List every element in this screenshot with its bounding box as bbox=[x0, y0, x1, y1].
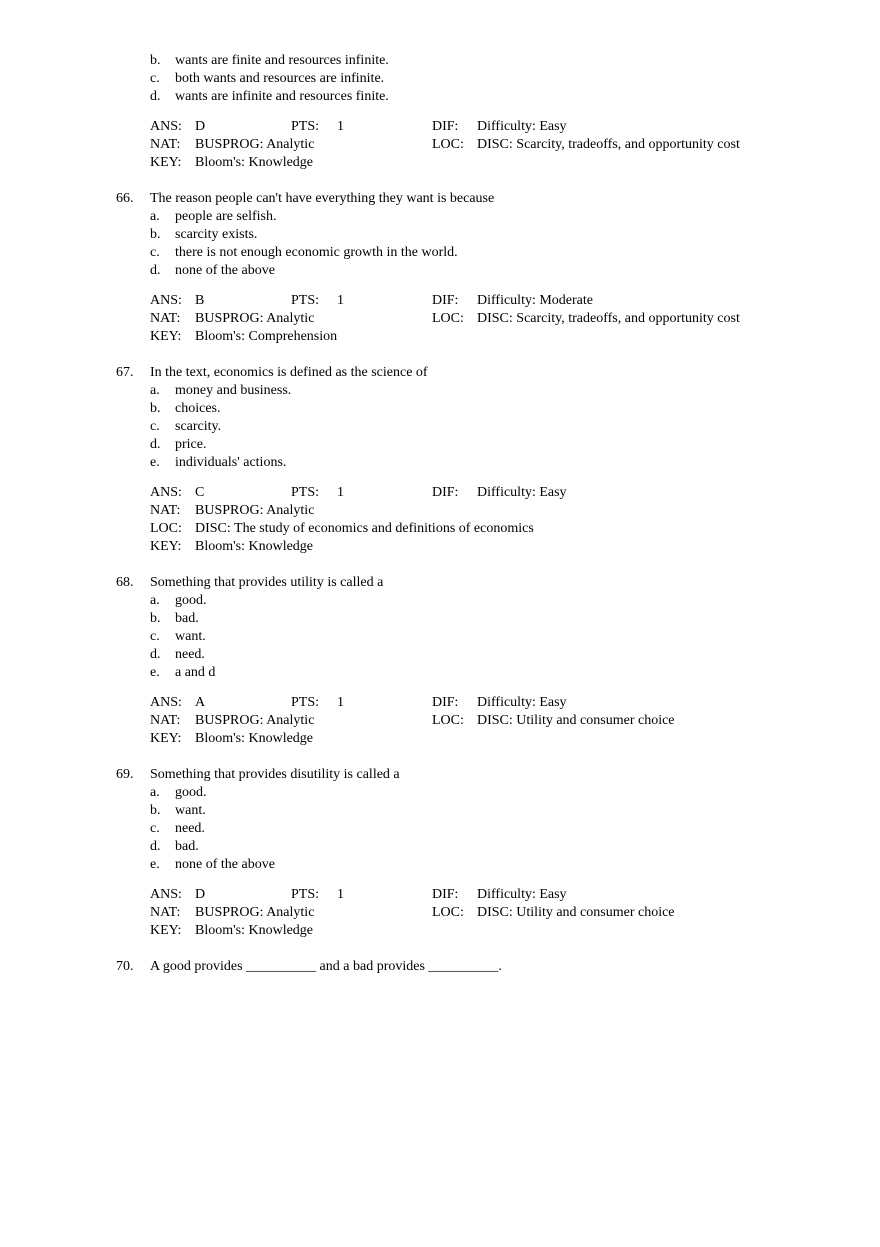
option-text: bad. bbox=[175, 839, 199, 854]
option-row bbox=[0, 610, 880, 628]
option-text: there is not enough economic growth in the world. bbox=[175, 245, 458, 260]
option-text: scarcity. bbox=[175, 419, 222, 434]
loc-value: DISC: Utility and consumer choice bbox=[477, 713, 675, 728]
nat-value: BUSPROG: Analytic bbox=[195, 137, 315, 152]
ans-value: B bbox=[195, 293, 205, 308]
dif-value: Difficulty: Easy bbox=[477, 887, 567, 902]
option-text: people are selfish. bbox=[175, 209, 277, 224]
option-letter: a. bbox=[150, 785, 160, 800]
option-text: price. bbox=[175, 437, 207, 452]
pts-label: PTS: bbox=[291, 119, 320, 134]
meta-row-nat bbox=[0, 310, 880, 328]
question-stem-row bbox=[0, 574, 880, 592]
pts-value: 1 bbox=[337, 887, 344, 902]
option-letter: d. bbox=[150, 89, 161, 104]
option-letter: b. bbox=[150, 53, 161, 68]
question-67 bbox=[0, 364, 880, 556]
pts-value: 1 bbox=[337, 119, 344, 134]
dif-value: Difficulty: Easy bbox=[477, 695, 567, 710]
option-letter: a. bbox=[150, 383, 160, 398]
ans-label: ANS: bbox=[150, 887, 182, 902]
nat-value: BUSPROG: Analytic bbox=[195, 311, 315, 326]
loc-label: LOC: bbox=[432, 713, 464, 728]
option-text: good. bbox=[175, 593, 207, 608]
option-text: want. bbox=[175, 803, 206, 818]
key-label: KEY: bbox=[150, 155, 182, 170]
ans-value: A bbox=[195, 695, 206, 710]
loc-label: LOC: bbox=[432, 905, 464, 920]
option-row bbox=[0, 664, 880, 682]
option-row bbox=[0, 436, 880, 454]
meta-row-key bbox=[0, 538, 880, 556]
option-text: need. bbox=[175, 821, 205, 836]
option-letter: a. bbox=[150, 593, 160, 608]
key-value: Bloom's: Knowledge bbox=[195, 923, 314, 938]
ans-value: D bbox=[195, 887, 206, 902]
option-letter: b. bbox=[150, 611, 161, 626]
ans-value: C bbox=[195, 485, 205, 500]
pts-value: 1 bbox=[337, 485, 344, 500]
option-row bbox=[0, 262, 880, 280]
loc-value: DISC: Scarcity, tradeoffs, and opportunity cost bbox=[477, 137, 740, 152]
dif-label: DIF: bbox=[432, 485, 459, 500]
option-row bbox=[0, 454, 880, 472]
nat-label: NAT: bbox=[150, 311, 181, 326]
dif-label: DIF: bbox=[432, 887, 459, 902]
question-69 bbox=[0, 766, 880, 940]
option-row bbox=[0, 88, 880, 106]
option-text: scarcity exists. bbox=[175, 227, 258, 242]
option-text: a and d bbox=[175, 665, 216, 680]
nat-label: NAT: bbox=[150, 905, 181, 920]
ans-label: ANS: bbox=[150, 293, 182, 308]
loc-label: LOC: bbox=[432, 311, 464, 326]
loc-label: LOC: bbox=[150, 521, 182, 536]
question-stem: Something that provides utility is called a bbox=[150, 575, 384, 590]
question-stem-row bbox=[0, 958, 880, 976]
loc-value: DISC: The study of economics and definitions of economics bbox=[195, 521, 534, 536]
dif-label: DIF: bbox=[432, 293, 459, 308]
option-row bbox=[0, 70, 880, 88]
option-letter: d. bbox=[150, 647, 161, 662]
option-text: none of the above bbox=[175, 263, 275, 278]
option-letter: c. bbox=[150, 245, 160, 260]
ans-label: ANS: bbox=[150, 485, 182, 500]
option-letter: e. bbox=[150, 665, 160, 680]
option-row bbox=[0, 592, 880, 610]
option-row bbox=[0, 400, 880, 418]
ans-label: ANS: bbox=[150, 119, 182, 134]
question-stem: A good provides __________ and a bad provides __________. bbox=[150, 959, 502, 974]
nat-label: NAT: bbox=[150, 503, 181, 518]
option-letter: a. bbox=[150, 209, 160, 224]
loc-label: LOC: bbox=[432, 137, 464, 152]
question-70 bbox=[0, 958, 880, 976]
nat-value: BUSPROG: Analytic bbox=[195, 905, 315, 920]
option-row bbox=[0, 382, 880, 400]
option-letter: e. bbox=[150, 857, 160, 872]
loc-value: DISC: Scarcity, tradeoffs, and opportunity cost bbox=[477, 311, 740, 326]
option-row bbox=[0, 838, 880, 856]
question-number: 70. bbox=[116, 959, 134, 974]
option-text: none of the above bbox=[175, 857, 275, 872]
pts-label: PTS: bbox=[291, 293, 320, 308]
question-stem-row bbox=[0, 766, 880, 784]
option-row bbox=[0, 784, 880, 802]
option-row bbox=[0, 856, 880, 874]
question-number: 67. bbox=[116, 365, 134, 380]
meta-row-key bbox=[0, 154, 880, 172]
option-row bbox=[0, 820, 880, 838]
option-row bbox=[0, 208, 880, 226]
option-text: good. bbox=[175, 785, 207, 800]
meta-row-answer bbox=[0, 118, 880, 136]
meta-row-loc bbox=[0, 520, 880, 538]
pts-value: 1 bbox=[337, 695, 344, 710]
dif-label: DIF: bbox=[432, 119, 459, 134]
option-text: need. bbox=[175, 647, 205, 662]
key-value: Bloom's: Knowledge bbox=[195, 155, 314, 170]
nat-value: BUSPROG: Analytic bbox=[195, 503, 315, 518]
key-value: Bloom's: Knowledge bbox=[195, 539, 314, 554]
question-stem: Something that provides disutility is called a bbox=[150, 767, 400, 782]
option-text: wants are finite and resources infinite. bbox=[175, 53, 389, 68]
meta-row-key bbox=[0, 328, 880, 346]
option-text: bad. bbox=[175, 611, 199, 626]
option-text: both wants and resources are infinite. bbox=[175, 71, 385, 86]
option-letter: d. bbox=[150, 437, 161, 452]
pts-label: PTS: bbox=[291, 887, 320, 902]
option-row bbox=[0, 418, 880, 436]
option-letter: b. bbox=[150, 227, 161, 242]
option-letter: e. bbox=[150, 455, 160, 470]
question-stem: In the text, economics is defined as the science of bbox=[150, 365, 428, 380]
question-number: 66. bbox=[116, 191, 134, 206]
test-bank-page bbox=[0, 52, 880, 976]
question-65-fragment bbox=[0, 52, 880, 172]
dif-value: Difficulty: Easy bbox=[477, 485, 567, 500]
meta-row-nat bbox=[0, 136, 880, 154]
meta-row-key bbox=[0, 730, 880, 748]
option-text: money and business. bbox=[175, 383, 292, 398]
meta-row-answer bbox=[0, 484, 880, 502]
dif-value: Difficulty: Moderate bbox=[477, 293, 593, 308]
key-label: KEY: bbox=[150, 329, 182, 344]
meta-row-answer bbox=[0, 694, 880, 712]
nat-value: BUSPROG: Analytic bbox=[195, 713, 315, 728]
question-number: 69. bbox=[116, 767, 134, 782]
meta-row-key bbox=[0, 922, 880, 940]
option-letter: d. bbox=[150, 839, 161, 854]
option-row bbox=[0, 52, 880, 70]
option-text: wants are infinite and resources finite. bbox=[175, 89, 389, 104]
meta-row-answer bbox=[0, 886, 880, 904]
option-text: individuals' actions. bbox=[175, 455, 287, 470]
option-row bbox=[0, 646, 880, 664]
meta-row-nat bbox=[0, 712, 880, 730]
key-label: KEY: bbox=[150, 539, 182, 554]
ans-label: ANS: bbox=[150, 695, 182, 710]
key-label: KEY: bbox=[150, 923, 182, 938]
pts-label: PTS: bbox=[291, 695, 320, 710]
question-68 bbox=[0, 574, 880, 748]
option-letter: c. bbox=[150, 419, 160, 434]
option-letter: c. bbox=[150, 71, 160, 86]
question-stem-row bbox=[0, 190, 880, 208]
nat-label: NAT: bbox=[150, 713, 181, 728]
meta-row-nat bbox=[0, 502, 880, 520]
option-letter: c. bbox=[150, 629, 160, 644]
option-letter: d. bbox=[150, 263, 161, 278]
dif-value: Difficulty: Easy bbox=[477, 119, 567, 134]
option-letter: b. bbox=[150, 803, 161, 818]
pts-value: 1 bbox=[337, 293, 344, 308]
key-value: Bloom's: Comprehension bbox=[195, 329, 338, 344]
option-row bbox=[0, 628, 880, 646]
key-value: Bloom's: Knowledge bbox=[195, 731, 314, 746]
question-stem-row bbox=[0, 364, 880, 382]
meta-row-answer bbox=[0, 292, 880, 310]
option-text: choices. bbox=[175, 401, 221, 416]
dif-label: DIF: bbox=[432, 695, 459, 710]
pts-label: PTS: bbox=[291, 485, 320, 500]
option-text: want. bbox=[175, 629, 206, 644]
loc-value: DISC: Utility and consumer choice bbox=[477, 905, 675, 920]
question-66 bbox=[0, 190, 880, 346]
option-letter: c. bbox=[150, 821, 160, 836]
question-number: 68. bbox=[116, 575, 134, 590]
meta-row-nat bbox=[0, 904, 880, 922]
question-stem: The reason people can't have everything they want is because bbox=[150, 191, 495, 206]
option-letter: b. bbox=[150, 401, 161, 416]
ans-value: D bbox=[195, 119, 206, 134]
nat-label: NAT: bbox=[150, 137, 181, 152]
key-label: KEY: bbox=[150, 731, 182, 746]
option-row bbox=[0, 226, 880, 244]
option-row bbox=[0, 802, 880, 820]
option-row bbox=[0, 244, 880, 262]
